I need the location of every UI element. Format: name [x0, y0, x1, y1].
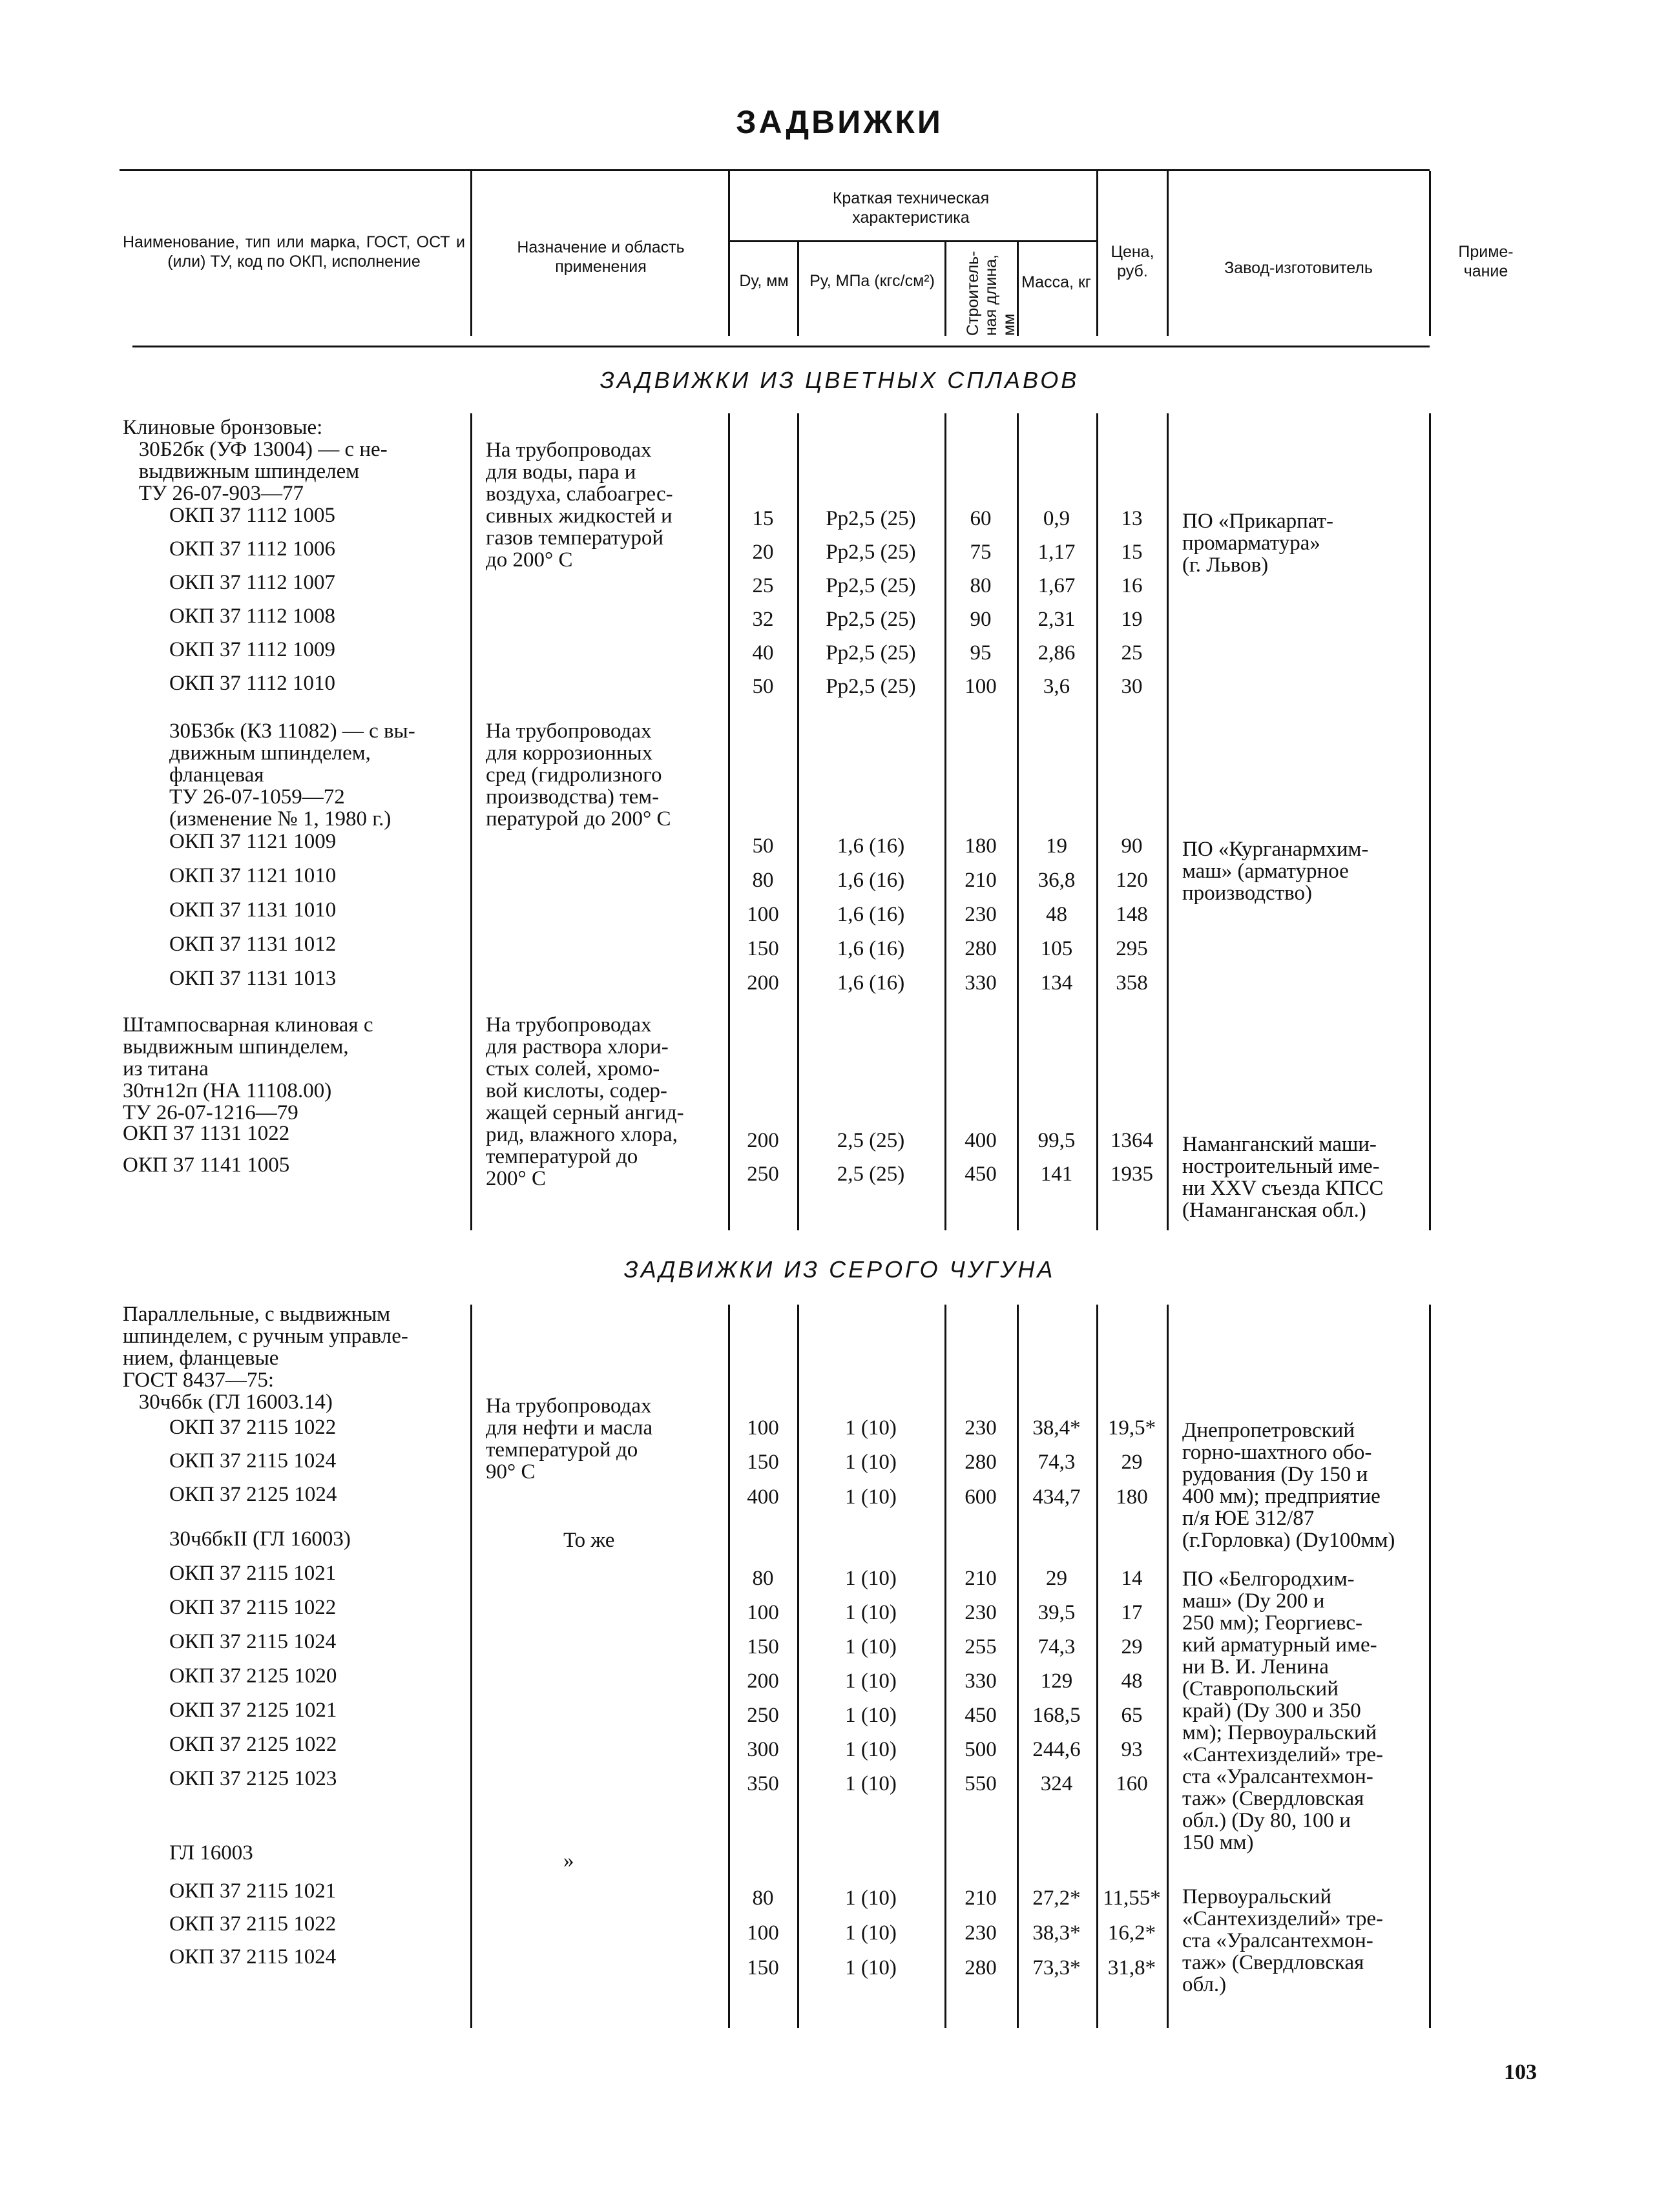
row-dy: 150 [747, 1635, 779, 1659]
row-py: 1,6 (16) [837, 937, 905, 960]
row-code: ОКП 37 1131 1022 [123, 1122, 290, 1145]
row-py: 1 (10) [845, 1416, 897, 1440]
row-dy: 80 [752, 1567, 774, 1590]
row-code: ОКП 37 1112 1010 [169, 672, 335, 695]
row-code: ОКП 37 2125 1023 [169, 1767, 337, 1790]
row-dy: 400 [747, 1485, 779, 1509]
row-py: 1,6 (16) [837, 834, 905, 858]
group-purpose: То же [563, 1529, 615, 1552]
group-purpose: » [563, 1849, 574, 1872]
header-divider [470, 171, 472, 336]
row-dy: 32 [752, 608, 774, 631]
row-mass: 39,5 [1038, 1601, 1076, 1624]
row-code: ОКП 37 1112 1005 [169, 504, 335, 527]
row-length: 330 [965, 971, 997, 995]
row-dy: 350 [747, 1772, 779, 1795]
group-name: Клиновые бронзовые: 30Б2бк (УФ 13004) — с не- выдвижным шпинделем ТУ 26-07-903—77 [123, 416, 388, 505]
row-mass: 1,67 [1038, 574, 1076, 597]
header-spec-rule [728, 240, 1096, 242]
row-dy: 100 [747, 1601, 779, 1624]
row-price: 120 [1116, 869, 1148, 892]
row-length: 90 [970, 608, 992, 631]
row-price: 1935 [1111, 1163, 1153, 1186]
row-code: ОКП 37 2125 1020 [169, 1664, 337, 1688]
section-title: ЗАДВИЖКИ ИЗ СЕРОГО ЧУГУНА [623, 1256, 1056, 1283]
row-code: ОКП 37 2115 1024 [169, 1449, 337, 1473]
group-maker: ПО «Курганармхим- маш» (арматурное производство) [1182, 838, 1369, 905]
row-mass: 244,6 [1032, 1738, 1081, 1761]
row-code: ОКП 37 2115 1021 [169, 1562, 337, 1585]
row-dy: 150 [747, 1956, 779, 1979]
row-dy: 25 [752, 574, 774, 597]
header-top-rule [120, 169, 1430, 171]
row-price: 16,2* [1107, 1921, 1156, 1945]
row-length: 450 [965, 1704, 997, 1727]
header-divider [1167, 171, 1169, 336]
row-code: ОКП 37 1131 1010 [169, 898, 337, 922]
row-mass: 27,2* [1032, 1886, 1081, 1910]
group-name: Штампосварная клиновая с выдвижным шпинделем, из титана 30тн12п (НА 11108.00) ТУ 26-07-1216—79 [123, 1013, 373, 1124]
group-name: 30ч6бкII (ГЛ 16003) [169, 1527, 351, 1551]
row-code: ОКП 37 1112 1007 [169, 571, 335, 594]
row-code: ОКП 37 1112 1009 [169, 638, 335, 661]
group-maker: ПО «Белгородхим- маш» (Dy 200 и 250 мм); Георгиевс- кий арматурный име- ни В. И. Ленина (Ставропольский край) (Dy 300 и 350 мм); Первоуральский «Сантехизделий» тре- ста «Уралсантехмон- таж» (Свердловская обл.) (Dy 80, 100 и 150 мм) [1182, 1567, 1383, 1854]
header-purpose: Назначение и область применения [517, 238, 685, 276]
row-py: 1 (10) [845, 1886, 897, 1910]
column-divider [728, 413, 730, 1230]
row-py: 1 (10) [845, 1956, 897, 1979]
row-mass: 48 [1046, 903, 1067, 926]
row-price: 31,8* [1107, 1956, 1156, 1979]
group-purpose: На трубопроводах для нефти и масла температурой до 90° С [486, 1394, 653, 1483]
row-price: 29 [1121, 1635, 1143, 1659]
row-mass: 36,8 [1038, 869, 1076, 892]
row-length: 230 [965, 1601, 997, 1624]
page-number: 103 [1504, 2060, 1537, 2084]
column-divider [1429, 413, 1431, 1230]
row-price: 25 [1121, 641, 1143, 665]
row-code: ОКП 37 2115 1024 [169, 1630, 337, 1653]
row-price: 48 [1121, 1669, 1143, 1693]
row-py: 1 (10) [845, 1772, 897, 1795]
row-price: 29 [1121, 1451, 1143, 1474]
row-mass: 134 [1040, 971, 1073, 995]
row-py: 1,6 (16) [837, 869, 905, 892]
row-code: ОКП 37 2115 1024 [169, 1945, 337, 1969]
row-dy: 200 [747, 1129, 779, 1152]
row-py: 1 (10) [845, 1921, 897, 1945]
group-maker: ПО «Прикарпат- промарматура» (г. Львов) [1182, 510, 1333, 577]
row-mass: 3,6 [1043, 675, 1070, 698]
column-divider [1167, 413, 1169, 1230]
row-mass: 74,3 [1038, 1451, 1076, 1474]
row-code: ОКП 37 2125 1021 [169, 1699, 337, 1722]
row-mass: 105 [1040, 937, 1073, 960]
row-length: 80 [970, 574, 992, 597]
row-price: 1364 [1111, 1129, 1153, 1152]
row-py: 1 (10) [845, 1567, 897, 1590]
row-length: 95 [970, 641, 992, 665]
row-py: 1 (10) [845, 1669, 897, 1693]
row-length: 330 [965, 1669, 997, 1693]
row-dy: 150 [747, 1451, 779, 1474]
row-code: ОКП 37 2115 1022 [169, 1596, 337, 1619]
row-dy: 250 [747, 1704, 779, 1727]
group-name: Параллельные, с выдвижным шпинделем, с ручным управле- нием, фланцевые ГОСТ 8437—75: 30ч6бк (ГЛ 16003.14) [123, 1303, 408, 1414]
row-mass: 434,7 [1032, 1485, 1081, 1509]
row-price: 16 [1121, 574, 1143, 597]
row-py: 1 (10) [845, 1601, 897, 1624]
row-mass: 129 [1040, 1669, 1073, 1693]
row-length: 210 [965, 1567, 997, 1590]
column-divider [1429, 1305, 1431, 2028]
row-dy: 40 [752, 641, 774, 665]
header-bottom-rule [132, 346, 1430, 347]
column-divider [728, 1305, 730, 2028]
row-price: 65 [1121, 1704, 1143, 1727]
header-divider [944, 242, 946, 336]
row-dy: 300 [747, 1738, 779, 1761]
header-dy: Dу, мм [739, 272, 789, 290]
row-length: 550 [965, 1772, 997, 1795]
row-dy: 150 [747, 937, 779, 960]
row-length: 60 [970, 507, 992, 530]
row-py: 1 (10) [845, 1635, 897, 1659]
column-divider [1017, 1305, 1019, 2028]
row-length: 450 [965, 1163, 997, 1186]
group-maker: Днепропетровский горно-шахтного обо- рудования (Dy 150 и 400 мм); предприятие п/я ЮЕ 312/87 (г.Горловка) (Dy100мм) [1182, 1419, 1395, 1552]
row-py: Pp2,5 (25) [826, 641, 916, 665]
row-price: 180 [1116, 1485, 1148, 1509]
row-py: 1,6 (16) [837, 903, 905, 926]
row-py: Pp2,5 (25) [826, 675, 916, 698]
row-mass: 2,31 [1038, 608, 1076, 631]
row-dy: 50 [752, 675, 774, 698]
row-code: ОКП 37 1131 1012 [169, 933, 337, 956]
row-code: ОКП 37 1131 1013 [169, 967, 337, 990]
row-py: 1,6 (16) [837, 971, 905, 995]
group-name: ГЛ 16003 [169, 1841, 253, 1865]
row-length: 100 [965, 675, 997, 698]
row-mass: 19 [1046, 834, 1067, 858]
header-divider [1096, 171, 1098, 336]
column-divider [1017, 413, 1019, 1230]
row-price: 93 [1121, 1738, 1143, 1761]
row-py: 1 (10) [845, 1704, 897, 1727]
row-price: 358 [1116, 971, 1148, 995]
row-code: ОКП 37 2115 1021 [169, 1879, 337, 1903]
row-dy: 80 [752, 869, 774, 892]
row-price: 90 [1121, 834, 1143, 858]
column-divider [944, 1305, 946, 2028]
row-length: 210 [965, 869, 997, 892]
row-length: 230 [965, 903, 997, 926]
header-divider [728, 171, 730, 336]
row-price: 30 [1121, 675, 1143, 698]
column-divider [1167, 1305, 1169, 2028]
row-py: 1 (10) [845, 1738, 897, 1761]
row-dy: 100 [747, 903, 779, 926]
row-length: 600 [965, 1485, 997, 1509]
row-length: 75 [970, 541, 992, 564]
row-price: 13 [1121, 507, 1143, 530]
group-maker: Первоуральский «Сантехизделий» тре- ста «Уралсантехмон- таж» (Свердловская обл.) [1182, 1885, 1383, 1996]
header-maker: Завод-изготовитель [1224, 259, 1373, 277]
group-purpose: На трубопроводах для раствора хлори- стых солей, хромо- вой кислоты, содер- жащей серный ангид- рид, влажного хлора, температурой до 200° С [486, 1013, 684, 1190]
group-purpose: На трубопроводах для воды, пара и воздуха, слабоагрес- сивных жидкостей и газов температурой до 200° С [486, 439, 673, 572]
row-length: 280 [965, 1956, 997, 1979]
row-py: Pp2,5 (25) [826, 507, 916, 530]
column-divider [797, 413, 799, 1230]
row-code: ОКП 37 2125 1024 [169, 1483, 337, 1506]
row-mass: 99,5 [1038, 1129, 1076, 1152]
row-code: ОКП 37 2115 1022 [169, 1416, 337, 1439]
row-py: 1 (10) [845, 1451, 897, 1474]
row-mass: 324 [1040, 1772, 1073, 1795]
header-mass: Масса, кг [1021, 273, 1091, 291]
row-dy: 80 [752, 1886, 774, 1910]
row-dy: 250 [747, 1163, 779, 1186]
column-divider [470, 1305, 472, 2028]
row-length: 210 [965, 1886, 997, 1910]
row-dy: 50 [752, 834, 774, 858]
row-price: 14 [1121, 1567, 1143, 1590]
row-length: 230 [965, 1921, 997, 1945]
row-dy: 100 [747, 1921, 779, 1945]
column-divider [1096, 1305, 1098, 2028]
group-maker: Наманганский маши- ностроительный име- ни XXV съезда КПСС (Наманганская обл.) [1182, 1133, 1384, 1222]
section-title: ЗАДВИЖКИ ИЗ ЦВЕТНЫХ СПЛАВОВ [600, 367, 1079, 393]
header-divider [1429, 171, 1431, 336]
row-code: ОКП 37 1121 1010 [169, 864, 337, 887]
row-mass: 2,86 [1038, 641, 1076, 665]
row-dy: 200 [747, 1669, 779, 1693]
header-spec-group: Краткая техническая характеристика [832, 189, 990, 227]
page-title: ЗАДВИЖКИ [736, 104, 943, 140]
row-price: 17 [1121, 1601, 1143, 1624]
row-mass: 29 [1046, 1567, 1067, 1590]
row-code: ОКП 37 1112 1006 [169, 537, 335, 561]
column-divider [1096, 413, 1098, 1230]
row-length: 180 [965, 834, 997, 858]
row-py: Pp2,5 (25) [826, 574, 916, 597]
column-divider [470, 413, 472, 1230]
header-length: Строитель-ная длина, мм [964, 251, 1018, 336]
row-code: ОКП 37 2125 1022 [169, 1733, 337, 1756]
row-code: ОКП 37 1112 1008 [169, 605, 335, 628]
row-length: 230 [965, 1416, 997, 1440]
row-length: 280 [965, 937, 997, 960]
row-mass: 1,17 [1038, 541, 1076, 564]
header-price: Цена, руб. [1111, 243, 1154, 280]
header-py: Pу, МПа (кгс/см²) [809, 272, 935, 290]
column-divider [944, 413, 946, 1230]
row-dy: 100 [747, 1416, 779, 1440]
row-dy: 20 [752, 541, 774, 564]
group-purpose: На трубопроводах для коррозионных сред (гидролизного производства) тем- пературой до 200° С [486, 719, 671, 831]
group-name: 30Б3бк (КЗ 11082) — с вы- движным шпинделем, фланцевая ТУ 26-07-1059—72 (изменение № 1, 1980 г.) [169, 719, 415, 831]
row-dy: 15 [752, 507, 774, 530]
column-divider [797, 1305, 799, 2028]
row-py: 2,5 (25) [837, 1129, 905, 1152]
row-py: Pp2,5 (25) [826, 608, 916, 631]
row-code: ОКП 37 2115 1022 [169, 1912, 337, 1936]
row-py: Pp2,5 (25) [826, 541, 916, 564]
row-length: 500 [965, 1738, 997, 1761]
row-price: 148 [1116, 903, 1148, 926]
row-price: 295 [1116, 937, 1148, 960]
row-length: 400 [965, 1129, 997, 1152]
row-py: 1 (10) [845, 1485, 897, 1509]
row-mass: 74,3 [1038, 1635, 1076, 1659]
row-dy: 200 [747, 971, 779, 995]
row-price: 15 [1121, 541, 1143, 564]
row-mass: 73,3* [1032, 1956, 1081, 1979]
row-length: 255 [965, 1635, 997, 1659]
header-note: Приме-чание [1458, 243, 1514, 280]
row-price: 11,55* [1103, 1886, 1161, 1910]
row-mass: 38,3* [1032, 1921, 1081, 1945]
header-name: Наименование, тип или марка, ГОСТ, ОСТ и (или) ТУ, код по ОКП, исполнение [123, 233, 465, 271]
row-mass: 38,4* [1032, 1416, 1081, 1440]
row-mass: 141 [1040, 1163, 1073, 1186]
row-py: 2,5 (25) [837, 1163, 905, 1186]
row-code: ОКП 37 1121 1009 [169, 830, 337, 853]
header-divider [797, 242, 799, 336]
row-length: 280 [965, 1451, 997, 1474]
row-price: 19,5* [1107, 1416, 1156, 1440]
row-price: 160 [1116, 1772, 1148, 1795]
row-code: ОКП 37 1141 1005 [123, 1153, 290, 1177]
row-mass: 168,5 [1032, 1704, 1081, 1727]
row-price: 19 [1121, 608, 1143, 631]
row-mass: 0,9 [1043, 507, 1070, 530]
